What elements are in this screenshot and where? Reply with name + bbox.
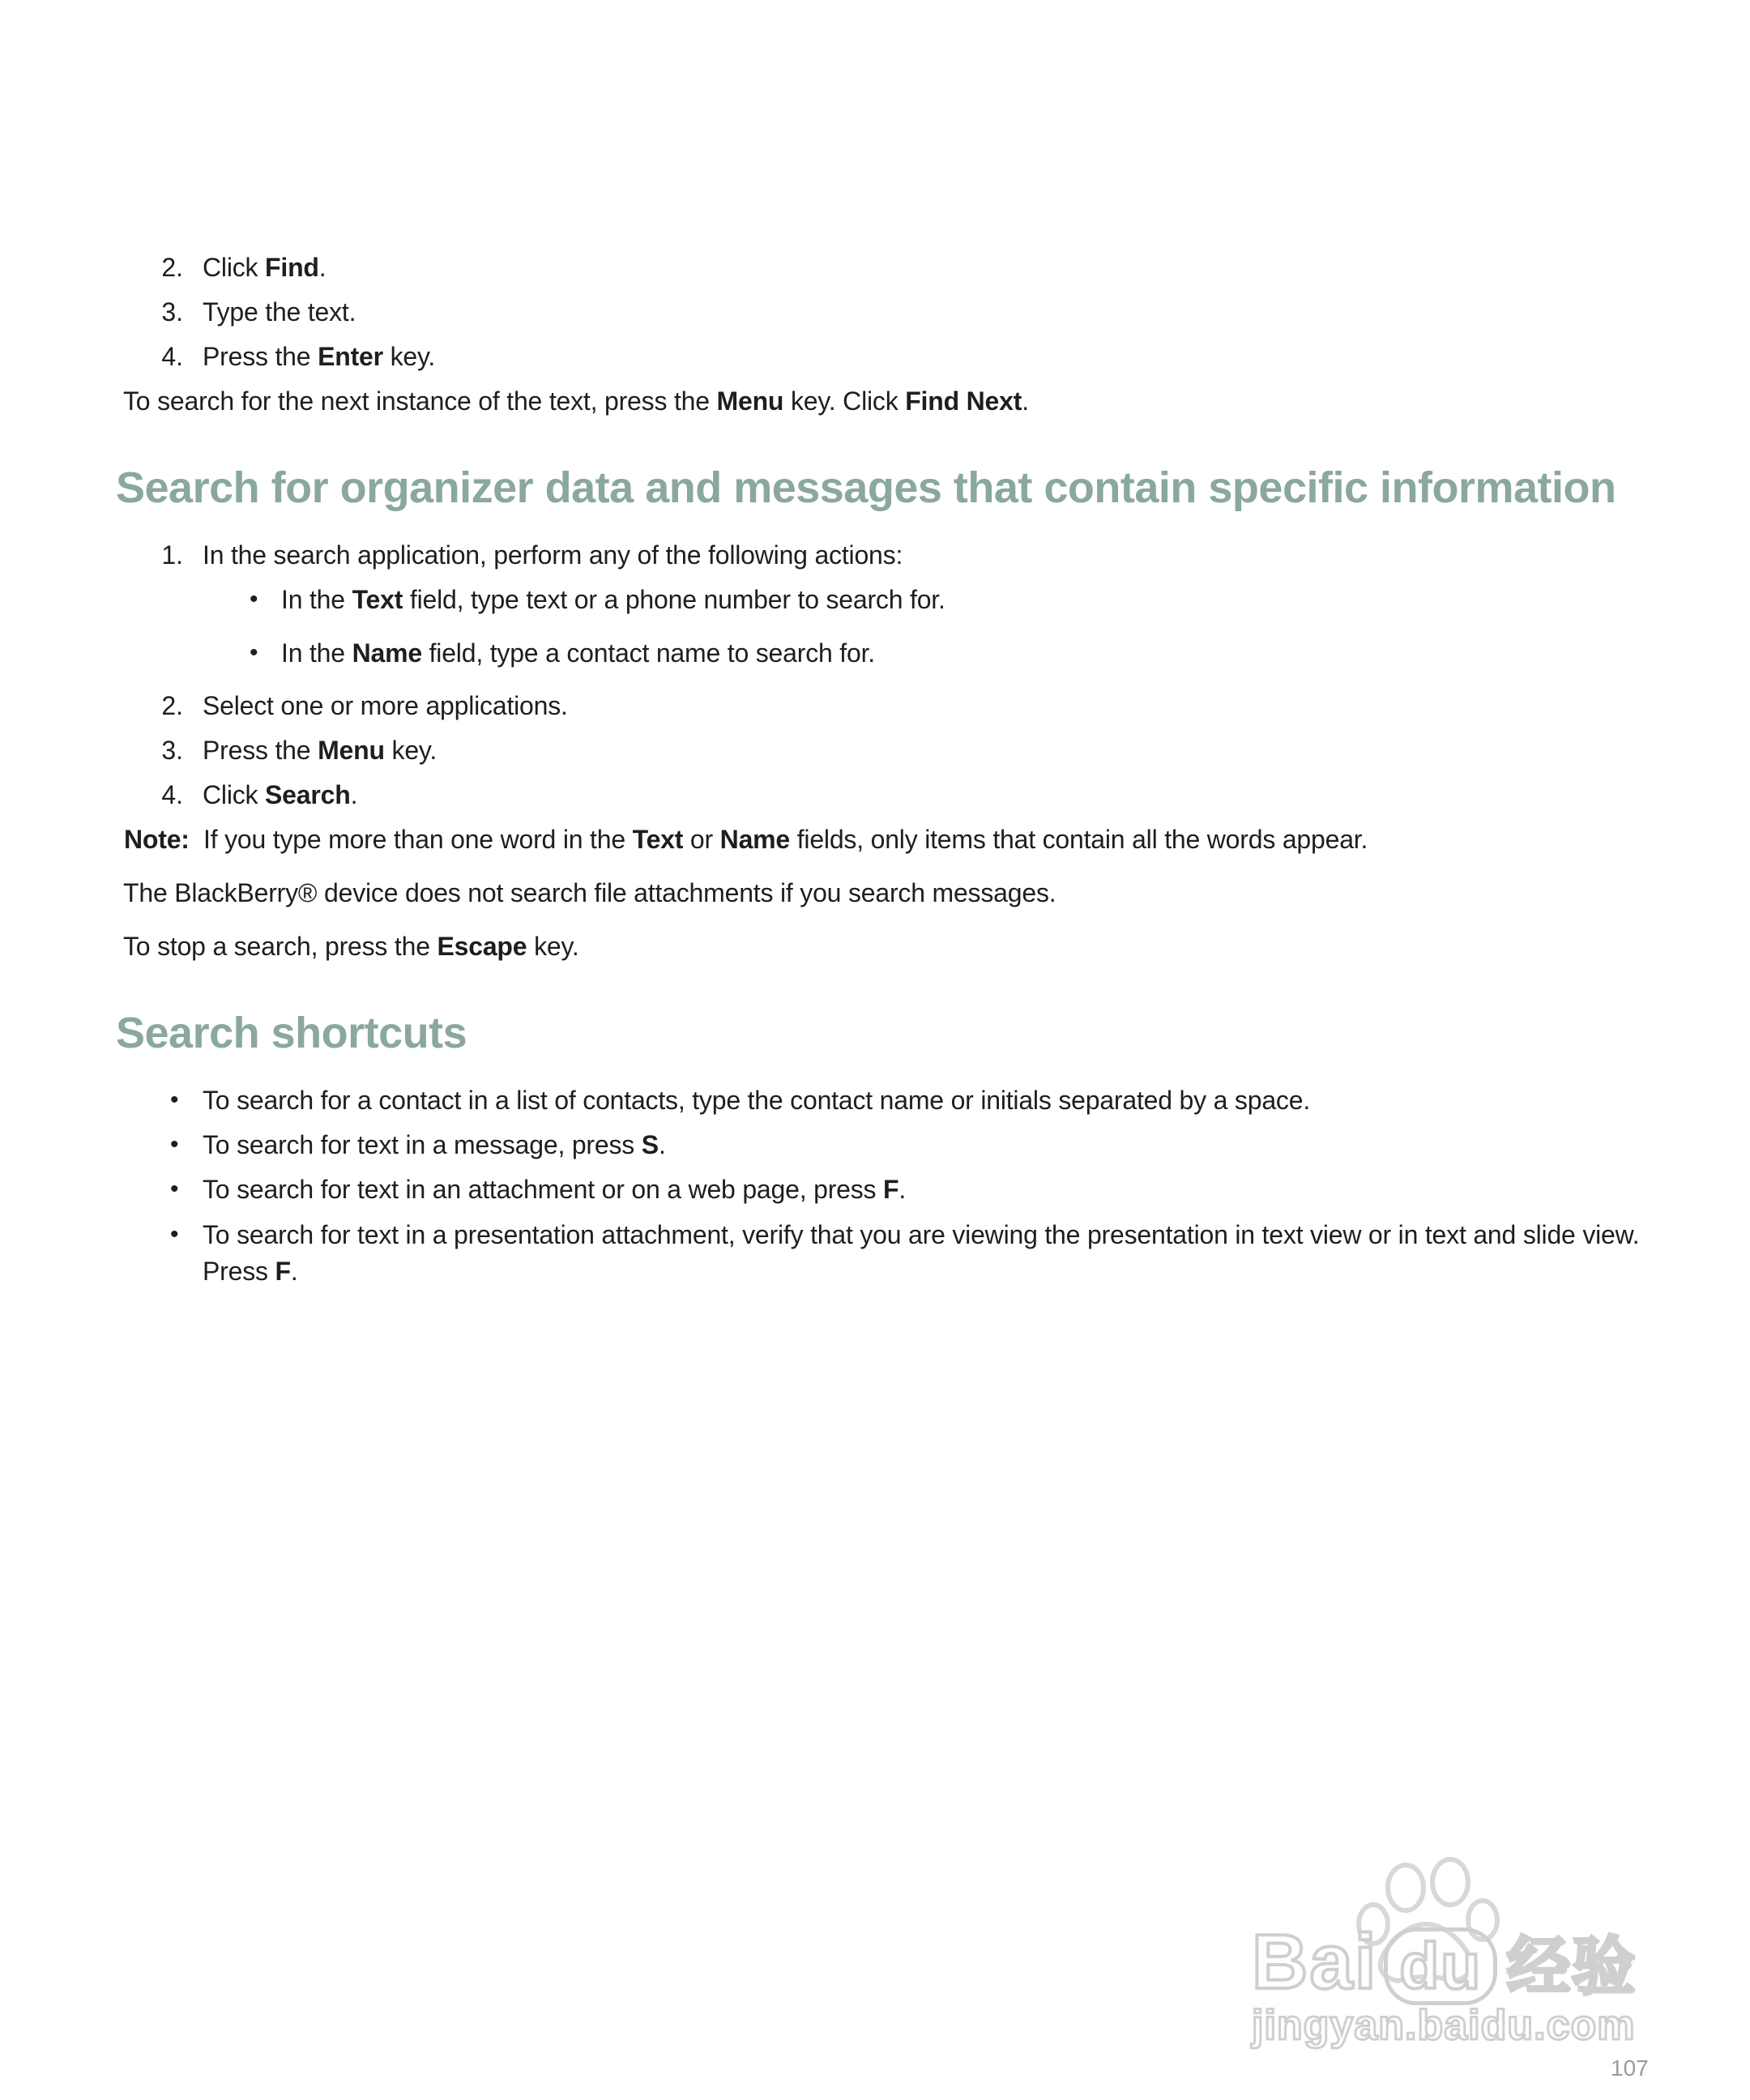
bullet-icon: • (170, 1176, 179, 1202)
step-number: 2. (161, 691, 183, 720)
step-number: 1. (161, 540, 183, 570)
shortcut-text: To search for text in a message, press S. (203, 1130, 666, 1159)
shortcut-text: To search for text in an attachment or on a web page, press F. (203, 1175, 907, 1204)
section-heading-search-shortcuts: Search shortcuts (116, 1009, 467, 1057)
shortcut-text: To search for a contact in a list of contacts, type the contact name or initials separated by a space. (203, 1086, 1311, 1115)
baidu-jingyan-watermark (1252, 1851, 1657, 2049)
watermark-brand: Bai du 经验 (1252, 1919, 1637, 2005)
step-text: Click Search. (203, 780, 358, 809)
step-text: Press the Menu key. (203, 736, 438, 765)
note-label: Note: (124, 825, 190, 854)
step-number: 2. (161, 253, 183, 282)
blackberry-paragraph: The BlackBerry® device does not search file attachments if you search messages. (123, 878, 1056, 907)
sub-bullet-text: In the Text field, type text or a phone number to search for. (281, 585, 945, 614)
step-number: 4. (161, 780, 183, 809)
next-instance-paragraph: To search for the next instance of the text, press the Menu key. Click Find Next. (123, 386, 1029, 416)
sub-bullet-text: In the Name field, type a contact name to search for. (281, 638, 875, 668)
step-number: 4. (161, 342, 183, 371)
page-number: 107 (1611, 2055, 1649, 2081)
note-text: If you type more than one word in the Text or Name fields, only items that contain all the words appear. (203, 825, 1368, 854)
section-heading-organizer-search: Search for organizer data and messages that contain specific information (116, 463, 1616, 512)
bullet-icon: • (250, 586, 258, 612)
shortcut-text-continuation: Press F. (203, 1257, 298, 1286)
step-text: Press the Enter key. (203, 342, 436, 371)
step-text: In the search application, perform any of the following actions: (203, 540, 903, 570)
step-text: Type the text. (203, 297, 356, 327)
shortcut-text: To search for text in a presentation attachment, verify that you are viewing the presentation in text view or in text and slide view. (203, 1220, 1640, 1249)
step-text: Select one or more applications. (203, 691, 568, 720)
bullet-icon: • (170, 1086, 179, 1113)
bullet-icon: • (170, 1221, 179, 1248)
watermark-url: jingyan.baidu.com (1252, 2002, 1636, 2049)
step-number: 3. (161, 736, 183, 765)
step-number: 3. (161, 297, 183, 327)
step-text: Click Find. (203, 253, 327, 282)
bullet-icon: • (170, 1131, 179, 1158)
bullet-icon: • (250, 639, 258, 666)
stop-search-paragraph: To stop a search, press the Escape key. (123, 932, 579, 961)
